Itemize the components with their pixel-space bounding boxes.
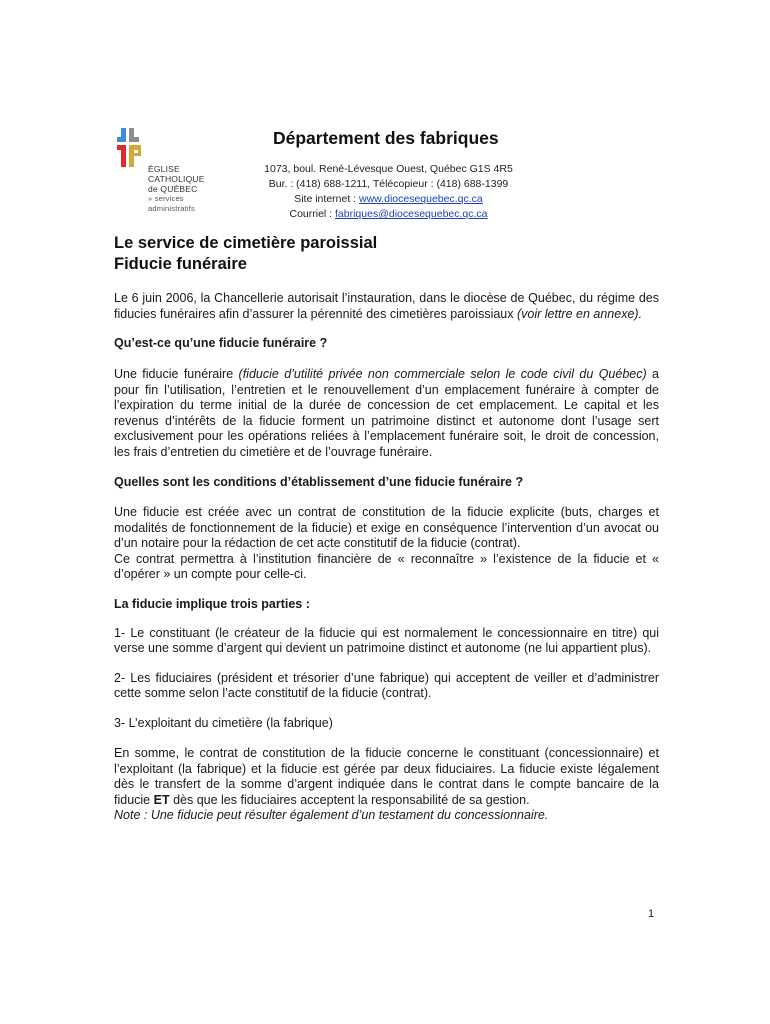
- intro-text: Le 6 juin 2006, la Chancellerie autorisait l’instauration, dans le diocèse de Québec, du régime des fiducies funéraires afin d’assurer la pérennité des cimetières paroissiaux: [114, 291, 659, 321]
- p1-start: Une fiducie funéraire: [114, 367, 239, 381]
- party-1: 1- Le constituant (le créateur de la fiducie qui est normalement le concessionnaire en titre) qui verse une somme d’argent qui devient un patrimoine distinct et autonome (ne lui appartient plus).: [114, 625, 659, 655]
- question-1: Qu’est-ce qu’une fiducie funéraire ?: [114, 336, 328, 350]
- title-line1: Le service de cimetière paroissial: [114, 234, 378, 252]
- summary-paragraph: [114, 746, 659, 808]
- party-3: 3- L’exploitant du cimetière (la fabrique): [114, 715, 333, 730]
- address-line: 1073, boul. René-Lévesque Ouest, Québec G1S 4R5: [264, 163, 513, 175]
- note-text: Note : Une fiducie peut résulter également d’un testament du concessionnaire.: [114, 808, 549, 822]
- p1-rest: a pour fin l’utilisation, l’entretien et le renouvellement d’un emplacement funéraire à compter de l’expiration du terme initial de la durée de concession de cet emplacement. Le capital et les revenus d’intérêts de la fiducie forment un patrimoine distinct et autonome dont l’usage sert exclusivement pour les opérations reliées à l’emplacement funéraire soit, le droit de concession, les frais d’entretien du cimetière et de l’ouvrage funéraire.: [114, 367, 659, 459]
- p1-italic: (fiducie d’utilité privée non commerciale selon le code civil du Québec): [238, 367, 647, 381]
- summary-a: En somme, le contrat de constitution de la fiducie concerne le constituant (concessionnaire) et l’exploitant (la fabrique) et la fiducie est gérée par deux fiduciaires. La fiducie existe légalement dès le transfert de la somme d’argent indiquée dans le contrat dans le compte bancaire de la fiducie: [114, 746, 659, 807]
- email-line: [240, 207, 537, 222]
- logo-line3: de QUÉBEC: [148, 184, 198, 194]
- summary-bold: ET: [153, 792, 170, 807]
- logo-line1: ÉGLISE: [148, 164, 180, 174]
- summary-b: dès que les fiduciaires acceptent la responsabilité de sa gestion.: [169, 792, 530, 807]
- contact-block: [240, 162, 537, 222]
- question-3: La fiducie implique trois parties :: [114, 596, 310, 611]
- document-body: [114, 233, 659, 824]
- paragraph-2b: Ce contrat permettra à l’institution financière de « reconnaître » l’existence de la fiducie et « d’opérer » un compte pour celle-ci.: [114, 551, 659, 581]
- diocese-logo: [113, 128, 223, 213]
- email-label: Courriel :: [289, 208, 335, 220]
- title-line2: Fiducie funéraire: [114, 255, 247, 273]
- logo-line2: CATHOLIQUE: [148, 174, 205, 184]
- page-number: 1: [648, 908, 655, 920]
- email-link[interactable]: fabriques@diocesequebec.qc.ca: [335, 208, 488, 220]
- phone-line: Bur. : (418) 688-1211, Télécopieur : (418) 688-1399: [268, 178, 509, 190]
- logo-line4: » services administratifs: [148, 194, 195, 213]
- document-title: [114, 233, 659, 275]
- site-line: [240, 192, 537, 207]
- site-label: Site internet :: [294, 193, 360, 205]
- intro-paragraph: [114, 291, 659, 322]
- logo-text: [148, 164, 223, 214]
- site-link[interactable]: www.diocesequebec.qc.ca: [359, 193, 483, 205]
- department-title: Département des fabriques: [273, 128, 499, 148]
- paragraph-2: Une fiducie est créée avec un contrat de constitution de la fiducie explicite (buts, charges et modalités de fonctionnement de la fiducie) et exige en conséquence l’intervention d’un avocat ou d’un notaire pour la rédaction de cet acte constitutif de la fiducie (contrat).: [114, 505, 659, 550]
- note-paragraph: [114, 808, 659, 824]
- paragraph-1: [114, 367, 659, 460]
- question-2: Quelles sont les conditions d’établissement d’une fiducie funéraire ?: [114, 475, 524, 489]
- party-2: 2- Les fiduciaires (président et trésorier d’une fabrique) qui acceptent de veiller et d’administrer cette somme selon l’acte constitutif de la fiducie (contrat).: [114, 670, 659, 700]
- intro-italic: (voir lettre en annexe).: [516, 306, 643, 321]
